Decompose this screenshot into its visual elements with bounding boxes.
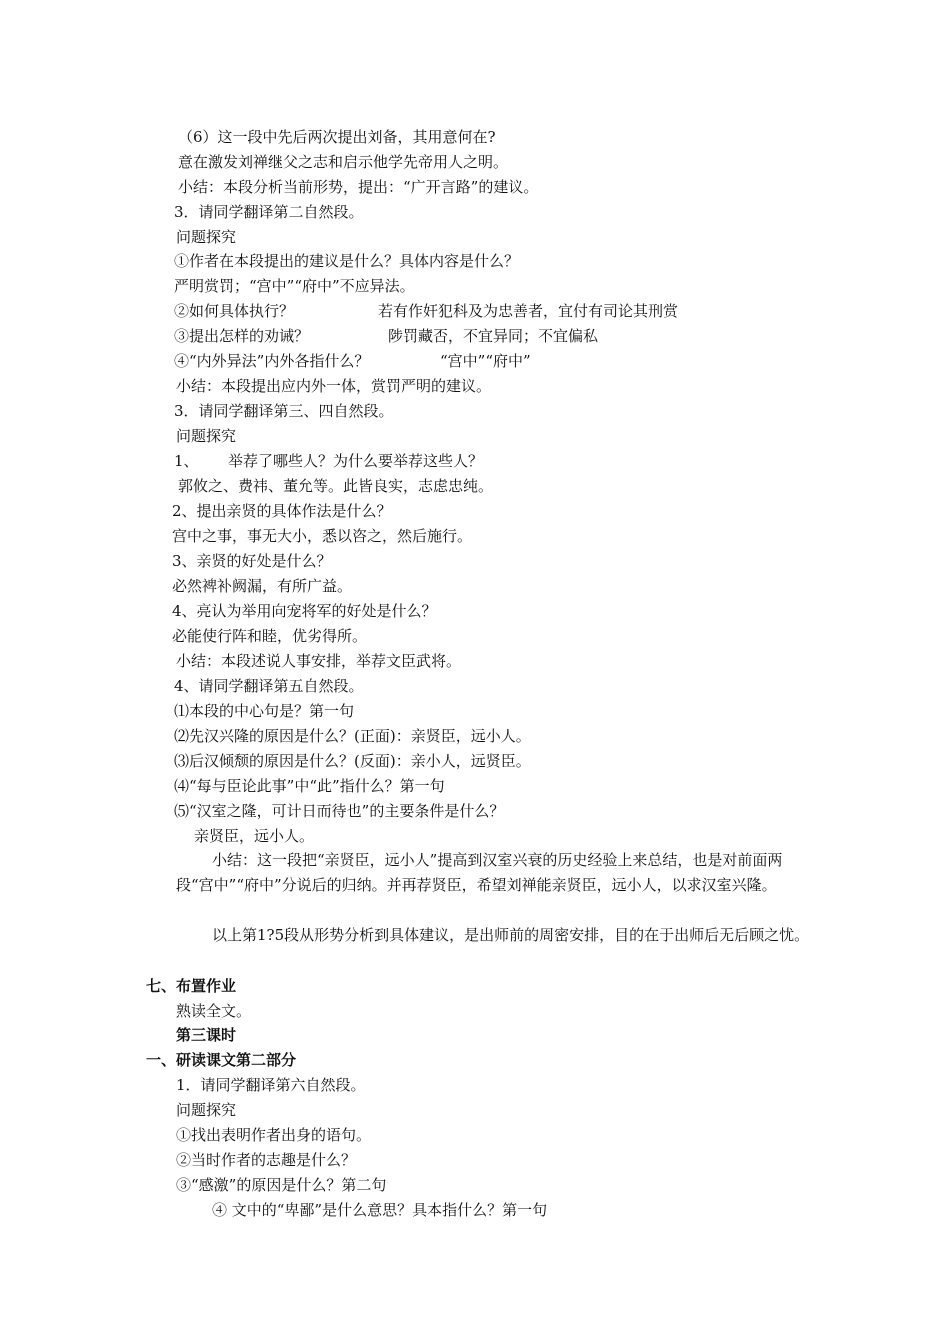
text-line: 小结：本段述说人事安排，举荐文臣武将。 xyxy=(176,652,462,670)
text-line: 3、亲贤的好处是什么？ xyxy=(172,552,332,570)
text-line: 亲贤臣，远小人。 xyxy=(194,827,315,845)
text-line: ⑷“每与臣论此事”中“此”指什么？第一句 xyxy=(174,777,445,795)
text-line: 1、 xyxy=(174,452,199,470)
text-line: 3．请同学翻译第三、四自然段。 xyxy=(174,402,394,420)
text-line: 问题探究 xyxy=(176,427,237,445)
text-line: 小结：本段提出应内外一体，赏罚严明的建议。 xyxy=(176,377,492,395)
section-heading: 一、研读课文第二部分 xyxy=(146,1051,297,1069)
text-line: 问题探究 xyxy=(176,228,237,246)
text-line: 必然裨补阙漏，有所广益。 xyxy=(172,577,353,595)
summary-paragraph: 以上第1?5段从形势分析到具体建议，是出师前的周密安排，目的在于出师后无后顾之忧。 xyxy=(212,926,810,944)
text-line: ①作者在本段提出的建议是什么？具体内容是什么？ xyxy=(174,252,520,270)
text-line: ⑴本段的中心句是？第一句 xyxy=(174,702,355,720)
text-line: ①找出表明作者出身的语句。 xyxy=(176,1126,372,1144)
text-line: 熟读全文。 xyxy=(176,1002,252,1020)
text-line: 举荐了哪些人？为什么要举荐这些人？ xyxy=(228,452,484,470)
text-line: 严明赏罚；“宫中”“府中”不应异法。 xyxy=(174,277,415,295)
text-line: 陟罚藏否，不宜异同；不宜偏私 xyxy=(388,327,599,345)
text-line: 小结：本段分析当前形势，提出：“广开言路”的建议。 xyxy=(178,178,539,196)
text-line: 2、提出亲贤的具体作法是什么？ xyxy=(172,502,392,520)
text-line: ②如何具体执行？ xyxy=(174,302,295,320)
text-line: 意在激发刘禅继父之志和启示他学先帝用人之明。 xyxy=(178,153,509,171)
text-line: ③提出怎样的劝诫？ xyxy=(174,327,310,345)
text-line: ④ 文中的“卑鄙”是什么意思？具本指什么？第一句 xyxy=(212,1201,548,1219)
text-line: ②当时作者的志趣是什么？ xyxy=(176,1151,357,1169)
text-line: 4、请同学翻译第五自然段。 xyxy=(174,677,364,695)
text-line: 问题探究 xyxy=(176,1101,237,1119)
text-line: ⑵先汉兴隆的原因是什么？(正面)：亲贤臣，远小人。 xyxy=(174,727,531,745)
text-line: （6）这一段中先后两次提出刘备，其用意何在? xyxy=(178,128,496,146)
summary-paragraph: 小结：这一段把“亲贤臣，远小人”提高到汉室兴衰的历史经验上来总结，也是对前面两段“宫中”“府中”分说后的归纳。并再荐贤臣，希望刘禅能亲贤臣，远小人，以求汉室兴隆。 xyxy=(176,851,783,894)
text-line: ⑶后汉倾颓的原因是什么？(反面)：亲小人，远贤臣。 xyxy=(174,752,531,770)
text-line: ③“感激”的原因是什么？第二句 xyxy=(176,1176,387,1194)
text-line: 若有作奸犯科及为忠善者，宜付有司论其刑赏 xyxy=(378,302,679,320)
text-line: 3．请同学翻译第二自然段。 xyxy=(174,203,364,221)
lesson-title: 第三课时 xyxy=(176,1026,237,1044)
text-line: “宫中”“府中” xyxy=(440,352,531,370)
section-heading: 七、布置作业 xyxy=(146,977,237,995)
text-line: 郭攸之、费祎、董允等。此皆良实，志虑忠纯。 xyxy=(178,477,494,495)
text-line: 宫中之事，事无大小，悉以咨之，然后施行。 xyxy=(172,527,473,545)
text-line: 4、亮认为举用向宠将军的好处是什么？ xyxy=(172,602,437,620)
text-line: ⑸“汉室之隆，可计日而待也”的主要条件是什么？ xyxy=(174,802,505,820)
text-line: ④“内外异法”内外各指什么？ xyxy=(174,352,370,370)
text-line: 1．请同学翻译第六自然段。 xyxy=(176,1076,366,1094)
text-line: 必能使行阵和睦，优劣得所。 xyxy=(172,627,368,645)
